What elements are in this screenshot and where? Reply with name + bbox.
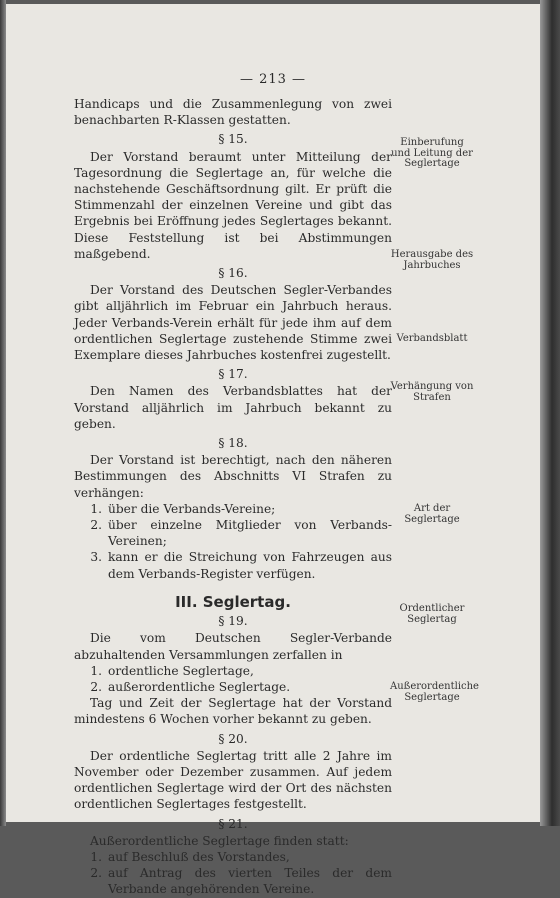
- chapter-heading: III. Seglertag.: [175, 592, 291, 611]
- section-18-text: Der Vorstand ist berechtigt, nach den näheren Bestimmungen des Abschnitts VI Strafen zu verhängen:: [74, 453, 392, 500]
- section-21-text: Außerordentliche Seglertage finden statt:: [90, 833, 349, 848]
- section-sign-19: § 19.: [218, 614, 248, 629]
- section-sign-21: § 21.: [218, 816, 248, 831]
- margin-note-18: Verhängung von Strafen: [390, 381, 474, 403]
- book-page: [6, 4, 540, 897]
- section-20-text: Der ordentliche Seglertag tritt alle 2 Jahre im November oder Dezember zusammen. Auf jedem ordentlichen Seglertage wird der Ort des nächsten ordentlichen Seglertages festgestellt.: [74, 748, 392, 812]
- margin-note-17: Verbandsblatt: [396, 333, 468, 344]
- section-sign-20: § 20.: [218, 731, 248, 746]
- margin-note-16: Herausgabe des Jahrbuches: [390, 249, 474, 271]
- list-item: 2. auf Antrag des vierten Teiles der dem Verbande angehörenden Vereine.: [90, 866, 392, 897]
- book-edge: [540, 0, 560, 826]
- main-text-column: [74, 96, 392, 898]
- section-18-list: [74, 501, 392, 582]
- list-item: 2. über einzelne Mitglieder von Verbands-Vereinen;: [90, 518, 392, 549]
- list-item: 3. kann er die Streichung von Fahrzeugen aus dem Verbands-Register verfügen.: [90, 550, 392, 581]
- section-19-after: Tag und Zeit der Seglertage hat der Vorstand mindestens 6 Wochen vorher bekannt zu geben.: [74, 696, 392, 727]
- section-sign-18: § 18.: [218, 436, 248, 451]
- section-17-text: Den Namen des Verbandsblattes hat der Vorstand alljährlich im Jahrbuch bekannt zu geben.: [74, 384, 392, 431]
- section-sign-16: § 16.: [218, 266, 248, 281]
- margin-note-19: Art der Seglertage: [404, 503, 460, 525]
- list-item: 2. außerordentliche Seglertage.: [90, 679, 291, 694]
- section-sign-15: § 15.: [218, 132, 248, 147]
- section-sign-17: § 17.: [218, 367, 248, 382]
- continuation-paragraph: Handicaps und die Zusammenlegung von zwei benachbarten R-Klassen gestatten.: [74, 97, 392, 128]
- margin-note-21: Außerordentliche Seglertage: [390, 681, 479, 703]
- list-item: 1. ordentliche Seglertage,: [90, 663, 254, 678]
- section-16-text: Der Vorstand des Deutschen Segler-Verbandes gibt alljährlich im Februar ein Jahrbuch heraus. Jeder Verbands-Verein erhält für jede ihm auf dem ordentlichen Seglertage zustehende Stimme zwei Exemplare dieses Jahrbuches kostenfrei zugestellt.: [74, 283, 392, 363]
- section-15-text: Der Vorstand beraumt unter Mitteilung der Tagesordnung die Seglertage an, für welche die nachstehende Geschäftsordnung gilt. Er prüft die Stimmenzahl der einzelnen Vereine und gibt das Ergebnis bei Eröffnung jedes Seglertages bekannt. Diese Feststellung ist bei Abstimmungen maßgebend.: [74, 149, 392, 261]
- section-19-text: Die vom Deutschen Segler-Verbande abzuhaltenden Versammlungen zerfallen in: [74, 631, 392, 662]
- section-19-list: [74, 663, 392, 695]
- page-number: — 213 —: [239, 72, 307, 87]
- margin-note-20: Ordentlicher Seglertag: [399, 603, 465, 625]
- section-21-list: [74, 849, 392, 898]
- list-item: 1. über die Verbands-Vereine;: [90, 501, 276, 516]
- margin-note-15: Einberufung und Leitung der Seglertage: [391, 137, 473, 169]
- list-item: 1. auf Beschluß des Vorstandes,: [90, 849, 290, 864]
